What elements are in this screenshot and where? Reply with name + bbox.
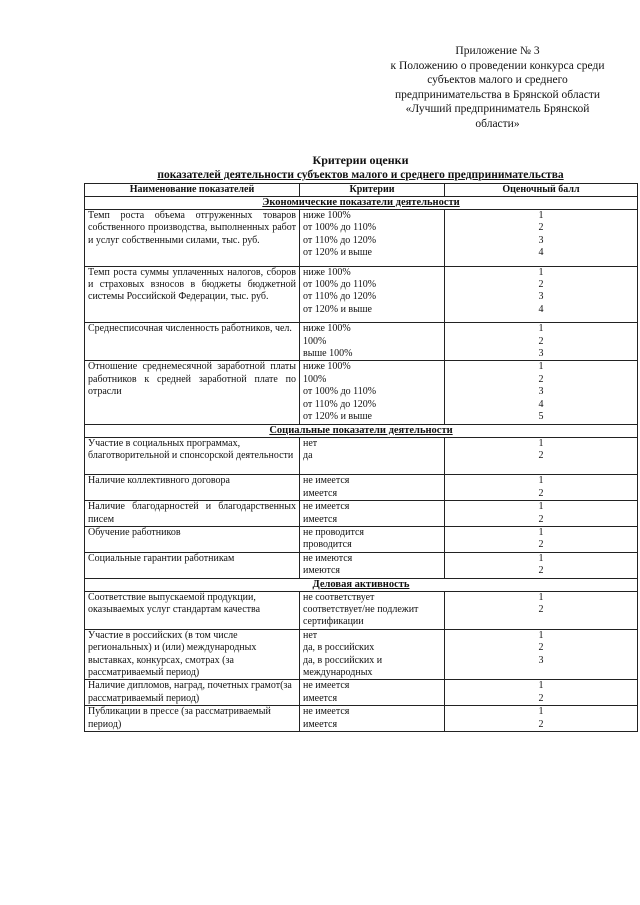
appendix-line: области» xyxy=(475,117,520,130)
indicator-name: Темп роста объема отгруженных товаров собственного производства, выполненных работ и услуг собственными силами, тыс. руб. xyxy=(85,210,300,267)
criteria-cell xyxy=(300,591,445,629)
criteria-cell xyxy=(300,210,445,267)
score-value: 1 xyxy=(538,501,544,513)
header-indicator-name: Наименование показателей xyxy=(85,184,300,197)
criteria-item: имеются xyxy=(303,565,340,577)
appendix-line: к Положению о проведении конкурса среди xyxy=(390,59,605,72)
table-body xyxy=(85,197,638,732)
score-value: 2 xyxy=(538,279,544,291)
criteria-item: да, в российских xyxy=(303,642,375,654)
indicator-name: Публикации в прессе (за рассматриваемый период) xyxy=(85,706,300,732)
criteria-item: имеется xyxy=(303,692,338,704)
criteria-item: да xyxy=(303,449,313,461)
score-cell xyxy=(445,552,638,578)
criteria-item: ниже 100% xyxy=(303,323,351,335)
indicator-name: Среднесписочная численность работников, чел. xyxy=(85,323,300,361)
score-cell xyxy=(445,629,638,680)
score-value: 3 xyxy=(538,291,544,303)
indicator-name: Наличие дипломов, наград, почетных грамот(за рассматриваемый период) xyxy=(85,680,300,706)
criteria-item: имеется xyxy=(303,487,338,499)
document-title: Критерии оценки xyxy=(312,153,409,167)
score-cell xyxy=(445,526,638,552)
indicator-name: Соответствие выпускаемой продукции, оказываемых услуг стандартам качества xyxy=(85,591,300,629)
score-value: 3 xyxy=(538,386,544,398)
criteria-cell xyxy=(300,501,445,527)
score-value: 4 xyxy=(538,303,544,315)
score-cell xyxy=(445,437,638,475)
score-value: 2 xyxy=(538,449,544,461)
score-value: 3 xyxy=(538,234,544,246)
criteria-item: имеется xyxy=(303,718,338,730)
criteria-item: от 110% до 120% xyxy=(303,398,377,410)
table-row xyxy=(85,680,638,706)
criteria-cell xyxy=(300,437,445,475)
criteria-item: нет xyxy=(303,437,318,449)
criteria-cell xyxy=(300,323,445,361)
score-value: 2 xyxy=(538,642,544,654)
criteria-cell xyxy=(300,680,445,706)
score-value: 1 xyxy=(538,266,544,278)
score-value: 2 xyxy=(538,692,544,704)
score-value: 3 xyxy=(538,348,544,360)
appendix-line: «Лучший предприниматель Брянской xyxy=(405,103,590,115)
section-row xyxy=(85,197,638,210)
score-cell xyxy=(445,361,638,424)
score-cell xyxy=(445,323,638,361)
section-row xyxy=(85,424,638,437)
table-row xyxy=(85,552,638,578)
appendix-line: субъектов малого и среднего xyxy=(427,74,568,86)
criteria-item: не имеется xyxy=(303,680,350,692)
score-value: 2 xyxy=(538,718,544,730)
criteria-item: от 120% и выше xyxy=(303,411,372,423)
criteria-cell xyxy=(300,361,445,424)
criteria-item: имеется xyxy=(303,513,338,525)
score-cell xyxy=(445,680,638,706)
appendix-line: предпринимательства в Брянской области xyxy=(394,88,600,101)
score-value: 5 xyxy=(538,411,544,423)
criteria-item: от 120% и выше xyxy=(303,247,372,259)
score-value: 1 xyxy=(538,361,544,373)
table-row xyxy=(85,361,638,424)
score-value: 2 xyxy=(538,513,544,525)
score-value: 1 xyxy=(538,210,544,221)
score-cell xyxy=(445,266,638,323)
criteria-item: от 110% до 120% xyxy=(303,234,377,246)
table-row xyxy=(85,210,638,267)
criteria-cell xyxy=(300,629,445,680)
score-value: 2 xyxy=(538,373,544,385)
section-row xyxy=(85,578,638,591)
score-cell xyxy=(445,591,638,629)
criteria-item: выше 100% xyxy=(303,348,353,360)
score-value: 1 xyxy=(538,591,544,603)
criteria-item: да, в российских и международных xyxy=(303,654,383,678)
criteria-item: от 100% до 110% xyxy=(303,279,377,291)
score-value: 1 xyxy=(538,526,544,538)
score-value: 2 xyxy=(538,335,544,347)
criteria-cell xyxy=(300,552,445,578)
score-value: 3 xyxy=(538,654,544,666)
table-row xyxy=(85,501,638,527)
table-row xyxy=(85,475,638,501)
document-subtitle: показателей деятельности субъектов малого и среднего предпринимательства xyxy=(157,169,564,181)
score-cell xyxy=(445,475,638,501)
criteria-table xyxy=(84,183,638,732)
indicator-name: Темп роста суммы уплаченных налогов, сборов и страховых взносов в бюджеты бюджетной системы Российской Федерации, тыс. руб. xyxy=(85,266,300,323)
table-header-row xyxy=(85,184,638,197)
criteria-item: 100% xyxy=(303,335,327,347)
score-value: 4 xyxy=(538,398,544,410)
criteria-cell xyxy=(300,706,445,732)
table-row xyxy=(85,437,638,475)
criteria-item: ниже 100% xyxy=(303,266,351,278)
criteria-item: 100% xyxy=(303,373,327,385)
score-value: 1 xyxy=(538,706,544,718)
criteria-item: ниже 100% xyxy=(303,210,351,221)
table-row xyxy=(85,266,638,323)
criteria-item: ниже 100% xyxy=(303,361,351,373)
header-criteria: Критерии xyxy=(300,184,445,197)
criteria-item: нет xyxy=(303,629,318,641)
score-value: 1 xyxy=(538,680,544,692)
score-value: 4 xyxy=(538,247,544,259)
indicator-name: Участие в социальных программах, благотворительной и спонсорской деятельности xyxy=(85,437,300,475)
criteria-cell xyxy=(300,526,445,552)
score-cell xyxy=(445,706,638,732)
score-value: 1 xyxy=(538,629,544,641)
score-value: 2 xyxy=(538,539,544,551)
section-title: Экономические показатели деятельности xyxy=(85,197,638,210)
score-value: 1 xyxy=(538,475,544,487)
appendix-line: Приложение № 3 xyxy=(455,45,540,57)
table-row xyxy=(85,706,638,732)
criteria-item: от 120% и выше xyxy=(303,303,372,315)
indicator-name: Обучение работников xyxy=(85,526,300,552)
criteria-item: проводится xyxy=(303,539,352,551)
criteria-item: не соответствует xyxy=(303,591,375,603)
table-row xyxy=(85,629,638,680)
criteria-item: соответствует/не подлежит сертификации xyxy=(303,603,419,628)
indicator-name: Наличие коллективного договора xyxy=(85,475,300,501)
indicator-name: Участие в российских (в том числе региональных) и (или) международных выставках, конкурсах, смотрах (за рассматриваемый период) xyxy=(85,629,300,680)
table-row xyxy=(85,526,638,552)
score-value: 2 xyxy=(538,222,544,234)
score-value: 1 xyxy=(538,323,544,335)
criteria-item: от 100% до 110% xyxy=(303,222,377,234)
indicator-name: Наличие благодарностей и благодарственных писем xyxy=(85,501,300,527)
criteria-item: от 100% до 110% xyxy=(303,386,377,398)
indicator-name: Отношение среднемесячной заработной платы работников к средней заработной плате по отрасли xyxy=(85,361,300,424)
score-value: 2 xyxy=(538,487,544,499)
table-row xyxy=(85,323,638,361)
criteria-item: не имеется xyxy=(303,706,350,718)
header-score: Оценочный балл xyxy=(445,184,638,197)
criteria-cell xyxy=(300,475,445,501)
criteria-cell xyxy=(300,266,445,323)
section-title: Деловая активность xyxy=(85,578,638,591)
score-value: 2 xyxy=(538,603,544,615)
appendix-note xyxy=(365,44,630,131)
score-value: 1 xyxy=(538,437,544,449)
score-cell xyxy=(445,501,638,527)
score-cell xyxy=(445,210,638,267)
table-row xyxy=(85,591,638,629)
criteria-item: не имеется xyxy=(303,501,350,513)
criteria-item: не имеются xyxy=(303,552,353,564)
indicator-name: Социальные гарантии работникам xyxy=(85,552,300,578)
score-value: 1 xyxy=(538,552,544,564)
criteria-item: от 110% до 120% xyxy=(303,291,377,303)
section-title: Социальные показатели деятельности xyxy=(85,424,638,437)
score-value: 2 xyxy=(538,565,544,577)
criteria-item: не проводится xyxy=(303,526,364,538)
criteria-item: не имеется xyxy=(303,475,350,487)
